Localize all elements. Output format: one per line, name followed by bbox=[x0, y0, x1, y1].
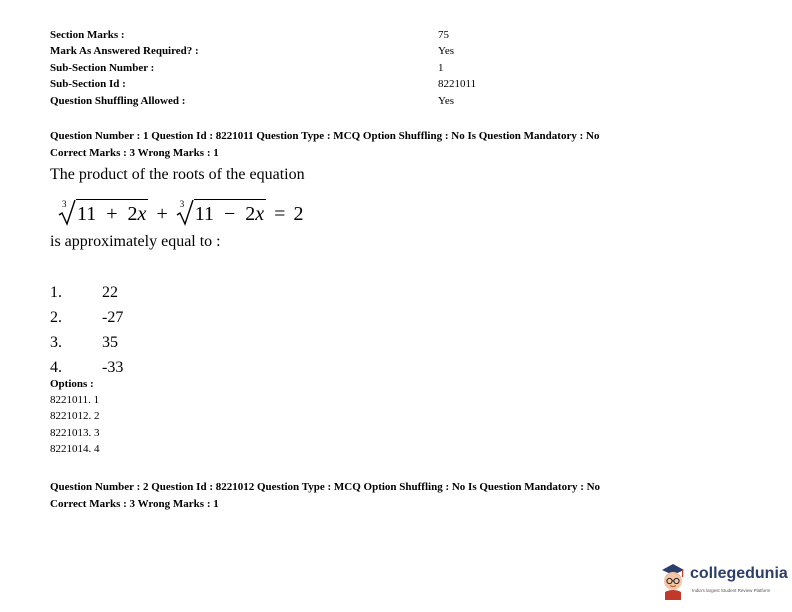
option-number: 3. bbox=[50, 334, 62, 351]
equals-sign: = bbox=[274, 203, 286, 225]
radicand-1 bbox=[76, 199, 148, 226]
radicand-2 bbox=[194, 199, 266, 226]
radicand-1-number: 11 bbox=[77, 203, 97, 225]
meta-label: Sub-Section Number : bbox=[50, 62, 155, 74]
option-number: 2. bbox=[50, 309, 62, 326]
student-mascot-icon bbox=[656, 560, 690, 600]
question-1-header: Question Number : 1 Question Id : 8221011 Question Type : MCQ Option Shuffling : No Is Question Mandatory : No bbox=[50, 130, 600, 142]
meta-row-sub-section-number bbox=[50, 62, 650, 78]
options-title: Options : bbox=[50, 378, 94, 390]
question-1-text-continued: is approximately equal to : bbox=[50, 233, 221, 250]
root-index: 3 bbox=[179, 199, 185, 209]
meta-label: Question Shuffling Allowed : bbox=[50, 95, 186, 107]
option-number: 1. bbox=[50, 284, 62, 301]
cube-root-sign bbox=[176, 198, 194, 226]
option-id: 8221014. 4 bbox=[50, 443, 100, 455]
question-2-marks: Correct Marks : 3 Wrong Marks : 1 bbox=[50, 498, 219, 510]
meta-label: Mark As Answered Required? : bbox=[50, 45, 199, 57]
cube-root-term-2 bbox=[176, 197, 266, 226]
question-1-text: The product of the roots of the equation bbox=[50, 166, 305, 183]
option-id: 8221013. 3 bbox=[50, 427, 100, 439]
meta-value: Yes bbox=[438, 45, 455, 57]
equation bbox=[58, 190, 303, 226]
radicand-2-operator: − bbox=[223, 203, 236, 225]
collegedunia-logo bbox=[656, 560, 788, 604]
meta-label: Sub-Section Id : bbox=[50, 78, 126, 90]
cube-root-term-1 bbox=[58, 197, 148, 226]
question-1-marks: Correct Marks : 3 Wrong Marks : 1 bbox=[50, 147, 219, 159]
option-id: 8221012. 2 bbox=[50, 410, 100, 422]
meta-label: Section Marks : bbox=[50, 29, 125, 41]
radicand-1-coefficient: 2 bbox=[127, 203, 138, 225]
option-number: 4. bbox=[50, 359, 62, 376]
radicand-1-variable: x bbox=[137, 203, 147, 225]
radicand-1-operator: + bbox=[106, 203, 118, 225]
logo-wordmark: collegedunia bbox=[690, 565, 788, 582]
meta-row-question-shuffling bbox=[50, 95, 650, 111]
option-value[interactable]: 35 bbox=[102, 334, 118, 351]
meta-value: 1 bbox=[438, 62, 444, 74]
radicand-2-coefficient: 2 bbox=[245, 203, 256, 225]
meta-row-section-marks bbox=[50, 29, 650, 45]
meta-value: 8221011 bbox=[438, 78, 477, 90]
meta-value: 75 bbox=[438, 29, 449, 41]
meta-row-sub-section-id bbox=[50, 78, 650, 94]
root-index: 3 bbox=[62, 199, 67, 209]
meta-row-mark-as-answered bbox=[50, 45, 650, 61]
option-id: 8221011. 1 bbox=[50, 394, 100, 406]
option-value[interactable]: -33 bbox=[102, 359, 124, 376]
meta-value: Yes bbox=[438, 95, 455, 107]
cube-root-sign bbox=[58, 198, 76, 226]
radicand-2-number: 11 bbox=[194, 203, 214, 225]
plus-operator: + bbox=[156, 203, 168, 225]
option-value[interactable]: 22 bbox=[102, 284, 118, 301]
question-2-header: Question Number : 2 Question Id : 8221012 Question Type : MCQ Option Shuffling : No Is Question Mandatory : No bbox=[50, 481, 601, 493]
logo-tagline: India's largest Student Review Platform bbox=[692, 588, 771, 593]
equation-rhs: 2 bbox=[293, 203, 304, 225]
radicand-2-variable: x bbox=[255, 203, 265, 225]
option-value[interactable]: -27 bbox=[102, 309, 124, 326]
